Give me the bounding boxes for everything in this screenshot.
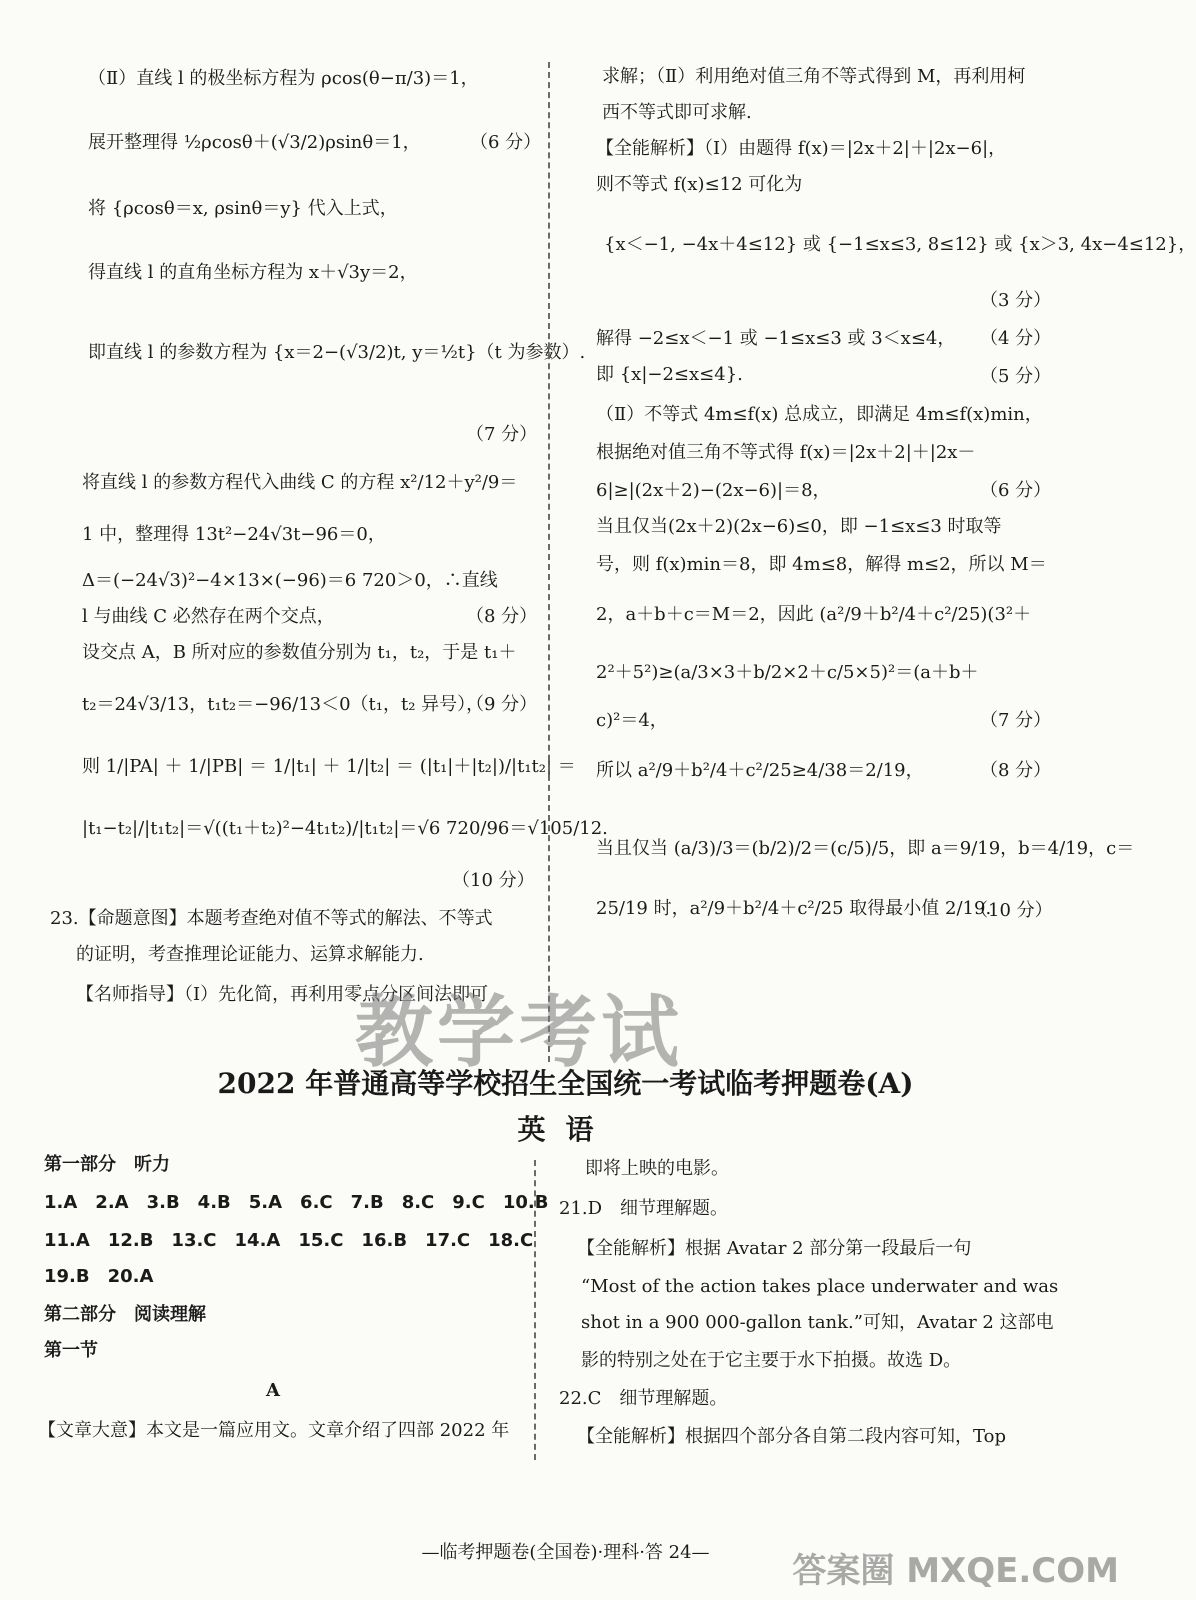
text-line: 号，则 f(x)min＝8，即 4m≤8，解得 m≤2，所以 M＝ <box>596 554 1047 575</box>
text-line: c)²＝4， <box>596 710 668 731</box>
section-heading: 第一节 <box>44 1340 98 1361</box>
text-line: 【名师指导】（Ⅰ）先化简，再利用零点分区间法即可 <box>76 984 489 1005</box>
score-mark: （8 分） <box>466 606 538 627</box>
text-line: 2，a＋b＋c＝M＝2，因此 (a²/9＋b²/4＋c²/25)(3²＋ <box>596 604 1032 625</box>
text-line: 2²＋5²)≥(a/3×3＋b/2×2＋c/5×5)²＝(a＋b＋ <box>596 662 979 683</box>
part-heading: 第二部分 阅读理解 <box>44 1304 206 1325</box>
score-mark: （10 分） <box>970 900 1053 921</box>
text-line: t₂＝24√3/13，t₁t₂＝−96/13＜0（t₁，t₂ 异号）， <box>82 694 485 715</box>
right-column <box>560 0 1196 1050</box>
exam-title: 2022 年普通高等学校招生全国统一考试临考押题卷(A) <box>217 1067 914 1100</box>
text-line: shot in a 900 000-gallon tank.”可知，Avatar 2 这部电 <box>581 1312 1054 1333</box>
text-line: 即将上映的电影。 <box>585 1158 729 1179</box>
text-line: 即直线 l 的参数方程为 {x＝2−(√3/2)t, y＝½t}（t 为参数）. <box>88 342 586 363</box>
text-line: （Ⅱ）不等式 4m≤f(x) 总成立，即满足 4m≤f(x)min， <box>596 404 1043 425</box>
question-heading: 21.D 细节理解题。 <box>559 1198 729 1219</box>
score-mark: （8 分） <box>980 760 1052 781</box>
text-line: 当且仅当(2x＋2)(2x−6)≤0，即 −1≤x≤3 时取等 <box>596 516 1002 537</box>
text-line: 6|≥|(2x＋2)−(2x−6)|＝8， <box>596 480 831 501</box>
bottom-right-column <box>545 1140 1131 1460</box>
text-line: 将直线 l 的参数方程代入曲线 C 的方程 x²/12＋y²/9＝ <box>82 472 518 493</box>
text-line: 解得 −2≤x＜−1 或 −1≤x≤3 或 3＜x≤4， <box>596 328 956 349</box>
text-line: 影的特别之处在于它主要于水下拍摄。故选 D。 <box>581 1350 962 1371</box>
subject-heading: 英语 <box>517 1113 614 1146</box>
text-line: Δ＝(−24√3)²−4×13×(−96)＝6 720＞0，∴直线 <box>82 570 498 591</box>
text-line: 【全能解析】根据四个部分各自第二段内容可知，Top <box>577 1426 1006 1447</box>
text-line: 的证明，考查推理论证能力、运算求解能力. <box>76 944 424 965</box>
text-line: 即 {x|−2≤x≤4}. <box>596 364 743 385</box>
text-line: 展开整理得 ½ρcosθ＋(√3/2)ρsinθ＝1， <box>88 132 421 153</box>
passage-label: A <box>266 1380 280 1401</box>
text-line: 设交点 A，B 所对应的参数值分别为 t₁，t₂，于是 t₁＋ <box>82 642 517 663</box>
text-line: 【全能解析】（Ⅰ）由题得 f(x)＝|2x＋2|＋|2x−6|， <box>596 138 1007 159</box>
text-line: 25/19 时，a²/9＋b²/4＋c²/25 取得最小值 2/19. <box>596 898 992 919</box>
page-footer: —临考押题卷(全国卷)·理科·答 24— <box>421 1542 710 1563</box>
column-divider <box>548 62 550 1062</box>
text-line: 所以 a²/9＋b²/4＋c²/25≥4/38＝2/19， <box>596 760 924 781</box>
answer-row: 1.A 2.A 3.B 4.B 5.A 6.C 7.B 8.C 9.C 10.B <box>44 1192 549 1213</box>
score-mark: （9 分） <box>466 694 538 715</box>
score-mark: （10 分） <box>452 870 535 891</box>
text-line: 则不等式 f(x)≤12 可化为 <box>596 174 803 195</box>
text-line: （Ⅱ）直线 l 的极坐标方程为 ρcos(θ−π/3)＝1， <box>88 68 479 89</box>
score-mark: （3 分） <box>980 290 1052 311</box>
text-line: 将 {ρcosθ＝x, ρsinθ＝y} 代入上式， <box>88 198 398 219</box>
text-line: 西不等式即可求解. <box>602 102 752 123</box>
score-mark: （4 分） <box>980 328 1052 349</box>
text-line: “Most of the action takes place underwater and was <box>581 1276 1059 1297</box>
bottom-left-column <box>0 1140 549 1460</box>
text-line: 则 1/|PA| ＋ 1/|PB| ＝ 1/|t₁| ＋ 1/|t₂| ＝ (|t₁|＋|t₂|)/|t₁t₂| ＝ <box>82 756 576 777</box>
part-heading: 第一部分 听力 <box>44 1154 170 1175</box>
text-line: 根据绝对值三角不等式得 f(x)＝|2x＋2|＋|2x－ <box>596 442 976 463</box>
text-line: |t₁−t₂|/|t₁t₂|＝√((t₁＋t₂)²−4t₁t₂)/|t₁t₂|＝√6 720/96＝√105/12. <box>82 818 608 839</box>
score-mark: （7 分） <box>466 424 538 445</box>
text-line: 当且仅当 (a/3)/3＝(b/2)/2＝(c/5)/5，即 a＝9/19，b＝4/19，c＝ <box>596 838 1135 859</box>
corner-watermark: 答案圈 MXQE.COM <box>792 1551 1119 1591</box>
text-line: 23.【命题意图】本题考查绝对值不等式的解法、不等式 <box>50 908 493 929</box>
text-line: {x＜−1, −4x＋4≤12} 或 {−1≤x≤3, 8≤12} 或 {x＞3, 4x−4≤12}， <box>604 234 1196 255</box>
answer-row: 19.B 20.A <box>44 1266 154 1287</box>
score-mark: （5 分） <box>980 366 1052 387</box>
score-mark: （7 分） <box>980 710 1052 731</box>
text-line: 【全能解析】根据 Avatar 2 部分第一段最后一句 <box>577 1238 972 1259</box>
answer-row: 11.A 12.B 13.C 14.A 15.C 16.B 17.C 18.C <box>44 1230 534 1251</box>
score-mark: （6 分） <box>980 480 1052 501</box>
text-line: 得直线 l 的直角坐标方程为 x＋√3y＝2， <box>88 262 418 283</box>
text-line: l 与曲线 C 必然存在两个交点， <box>82 606 335 627</box>
question-heading: 22.C 细节理解题。 <box>559 1388 728 1409</box>
watermark-text: 教学考试 <box>355 988 684 1078</box>
text-line: 1 中，整理得 13t²−24√3t−96＝0， <box>82 524 386 545</box>
text-line: 【文章大意】本文是一篇应用文。文章介绍了四部 2022 年 <box>38 1420 510 1441</box>
score-mark: （6 分） <box>470 132 542 153</box>
text-line: 求解；（Ⅱ）利用绝对值三角不等式得到 M，再利用柯 <box>602 66 1026 87</box>
column-divider <box>534 1160 536 1460</box>
